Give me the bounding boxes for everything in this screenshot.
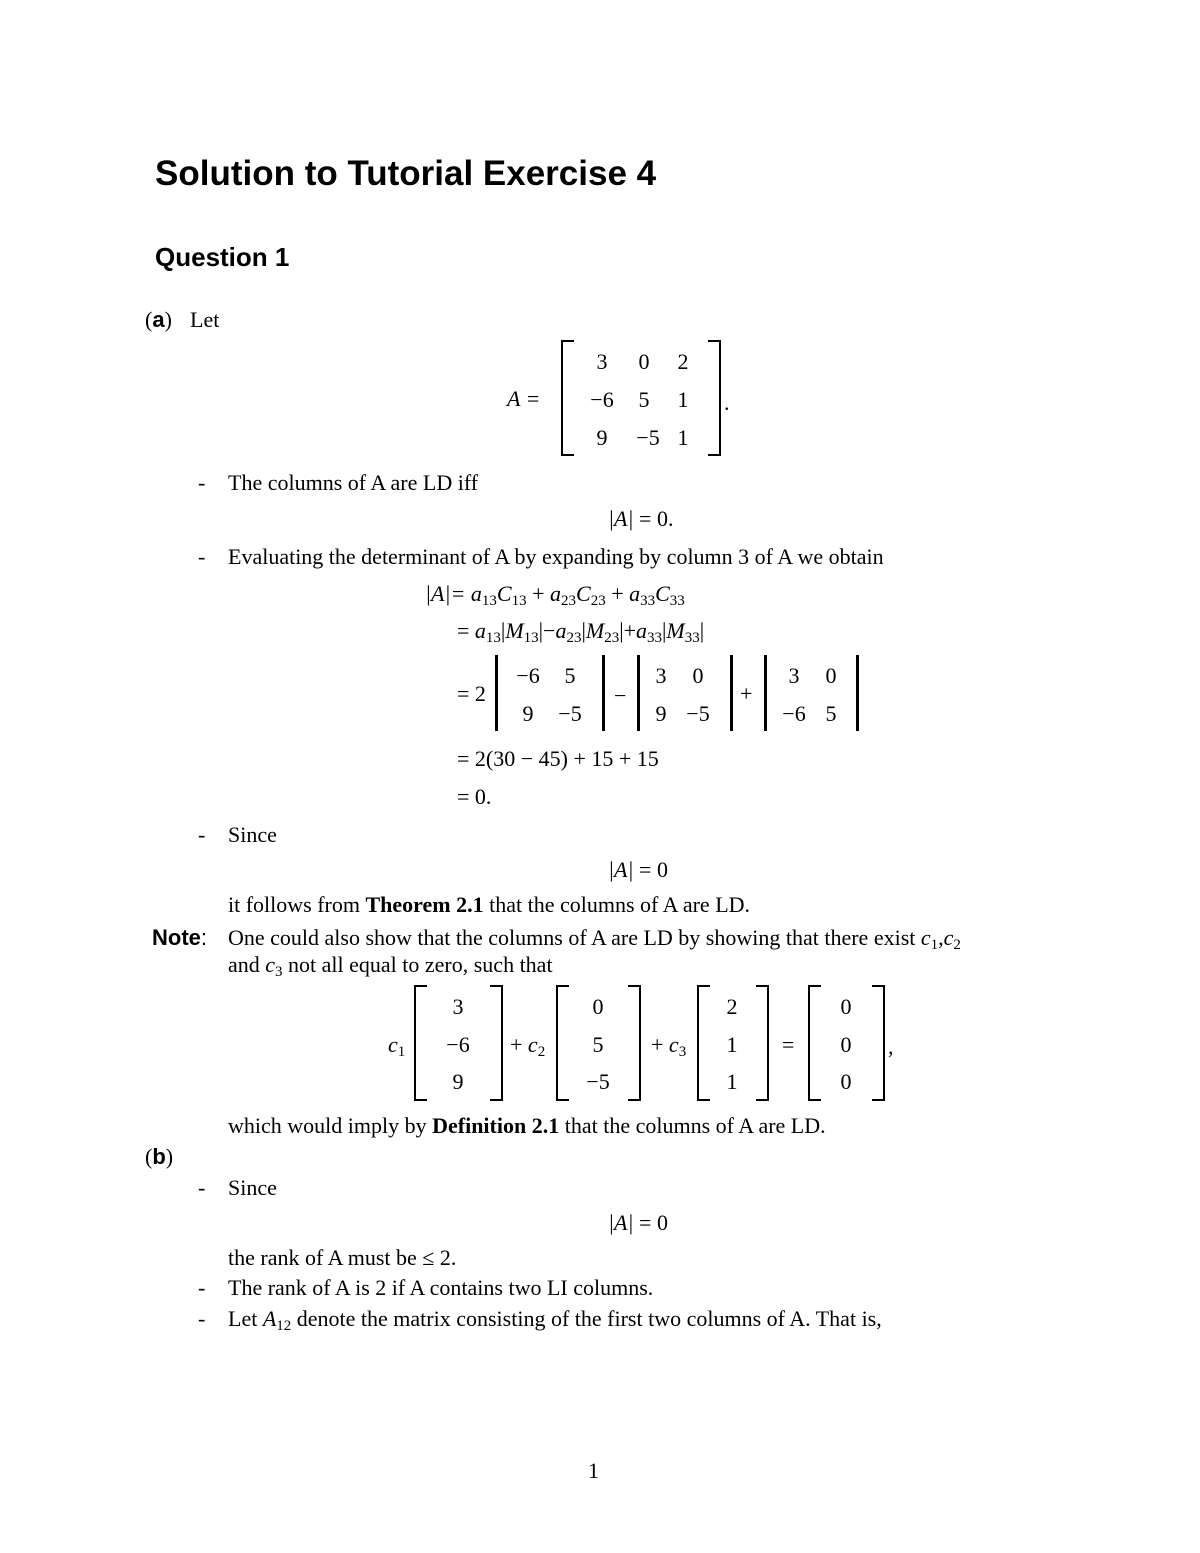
vector-cell: 0 [840, 994, 852, 1019]
var-c: c [668, 1032, 679, 1057]
det-cell: −6 [782, 701, 806, 726]
eq-rhs: = 0 [639, 1210, 668, 1235]
text: that the columns of A are LD. [559, 1113, 826, 1138]
det-a: |A| [608, 1210, 634, 1235]
vector-left-bracket [414, 985, 427, 1101]
text: One could also show that the columns of A are LD by showing that there exist [228, 925, 921, 950]
sub: 13 [511, 593, 527, 609]
trailing-comma: , [888, 1034, 894, 1059]
det-cell: 3 [788, 663, 800, 688]
det-cell: −5 [686, 701, 710, 726]
term-a: a [470, 581, 482, 606]
imply-definition [228, 1115, 826, 1137]
term-a: a [629, 581, 641, 606]
det-bar [764, 655, 767, 731]
page-title: Solution to Tutorial Exercise 4 [155, 154, 657, 193]
vector-cell: −6 [446, 1032, 470, 1057]
vector-right-bracket [490, 985, 503, 1101]
b-bullet-let-a12 [228, 1306, 882, 1334]
bullet-dash: - [198, 544, 206, 569]
text: and [228, 952, 266, 977]
sub: 3 [275, 964, 283, 980]
sub: 3 [678, 1044, 687, 1060]
text: not all equal to zero, such that [282, 952, 553, 977]
term-c: C [496, 581, 512, 606]
sub: 23 [604, 630, 620, 646]
sub: 2 [953, 937, 961, 953]
sub: 13 [481, 593, 497, 609]
vector-right-bracket [872, 985, 885, 1101]
vector-cell: 9 [452, 1069, 464, 1094]
matrix-a-period: . [724, 390, 730, 415]
sub: 23 [561, 593, 576, 609]
det-bar [602, 655, 605, 731]
det-cell: 3 [655, 663, 667, 688]
expansion-line-1: $|A|= a_{13}C_{13} + a_{23}C_{23} + a_{33}C_{33}$ [425, 581, 685, 609]
term-c: C [576, 581, 591, 606]
paren-close: ) [164, 307, 172, 332]
matrix-cell: 5 [638, 387, 650, 412]
det-bar [856, 655, 859, 731]
bullet-since: Since [228, 822, 277, 847]
var-c: c [943, 925, 954, 950]
vector-cell: 3 [452, 994, 464, 1019]
note-label [152, 927, 207, 949]
equals-two: = 2 [457, 681, 486, 706]
theorem-ref: Theorem 2.1 [365, 892, 484, 917]
det-a: |A| [608, 857, 634, 882]
vector-left-bracket [556, 985, 569, 1101]
vector-right-bracket [756, 985, 769, 1101]
text: it follows from [228, 892, 366, 917]
matrix-cell: 3 [596, 349, 608, 374]
det-bar [495, 655, 498, 731]
plus-c2 [510, 1032, 546, 1060]
vector-right-bracket [628, 985, 641, 1101]
det-cell: 5 [564, 663, 576, 688]
text: Let [228, 1306, 263, 1331]
det-cell: 0 [692, 663, 704, 688]
vector-cell: −5 [586, 1069, 610, 1094]
term-m: M [505, 618, 524, 643]
vector-cell: 5 [592, 1032, 604, 1057]
note-line-1 [228, 925, 961, 953]
det-cell: 9 [522, 701, 534, 726]
det-cell: 0 [825, 663, 837, 688]
var-c: c [920, 925, 931, 950]
text: denote the matrix consisting of the first two columns of A. That is, [291, 1306, 882, 1331]
matrix-cell: 0 [638, 349, 650, 374]
vector-cell: 1 [726, 1069, 738, 1094]
paren-open: ( [145, 307, 153, 332]
sub: 33 [669, 593, 685, 609]
text: that the columns of A are LD. [483, 892, 751, 917]
bullet-evaluating: Evaluating the determinant of A by expanding by column 3 of A we obtain [228, 544, 884, 569]
comma: , [938, 925, 944, 950]
term-a: a [636, 618, 648, 643]
det-cell: −5 [558, 701, 582, 726]
sub: 23 [590, 593, 606, 609]
term-c: C [655, 581, 670, 606]
bullet-dash: - [198, 1275, 206, 1300]
term-a: a [474, 618, 486, 643]
eq-det-a-zero [608, 1212, 668, 1234]
sub: 33 [684, 630, 700, 646]
coef-c1 [388, 1032, 406, 1060]
expansion-line-4: = 2(30 − 45) + 15 + 15 [457, 746, 659, 771]
paren-close: ) [165, 1144, 174, 1169]
page-number: 1 [588, 1458, 599, 1483]
part-a-label [145, 309, 172, 331]
vector-cell: 0 [840, 1032, 852, 1057]
eq-rhs: = 0. [639, 506, 674, 531]
rank-bound: the rank of A must be ≤ 2. [228, 1245, 457, 1270]
matrix-a-left-bracket [561, 340, 574, 456]
sub: 33 [647, 630, 663, 646]
plus: + [510, 1032, 523, 1057]
expansion-line-5: = 0. [457, 784, 492, 809]
plus-sign: + [740, 681, 753, 706]
vector-left-bracket [697, 985, 710, 1101]
equals-sign: = [782, 1032, 795, 1057]
sub: 23 [566, 630, 582, 646]
plus-c3 [651, 1032, 687, 1060]
part-b-label [145, 1146, 173, 1168]
matrix-cell: 2 [677, 349, 689, 374]
note-word: Note [152, 925, 201, 950]
sub: 12 [276, 1318, 292, 1334]
matrix-cell: −6 [590, 387, 614, 412]
matrix-cell: 1 [677, 387, 689, 412]
bullet-columns-ld-iff: The columns of A are LD iff [228, 470, 479, 495]
sub: 1 [930, 937, 939, 953]
matrix-cell: 1 [677, 425, 689, 450]
plus: + [651, 1032, 664, 1057]
term-m: M [585, 618, 605, 643]
part-b-letter: b [152, 1144, 166, 1169]
minus-sign: − [614, 683, 627, 708]
eq-rhs: = 0 [639, 857, 668, 882]
det-bar [730, 655, 733, 731]
det-cell: 9 [655, 701, 667, 726]
det-cell: 5 [825, 701, 837, 726]
b-bullet-since: Since [228, 1175, 277, 1200]
term-a: a [550, 581, 561, 606]
matrix-a-right-bracket [708, 340, 721, 456]
text: which would imply by [228, 1113, 433, 1138]
var-a: A [262, 1306, 277, 1331]
vector-cell: 2 [726, 994, 738, 1019]
part-a-text: Let [190, 307, 220, 332]
b-bullet-rank-two: The rank of A is 2 if A contains two LI columns. [228, 1275, 654, 1300]
var-c: c [388, 1032, 398, 1057]
colon: : [200, 925, 208, 950]
var-c: c [527, 1032, 538, 1057]
bullet-dash: - [198, 822, 206, 847]
follows-theorem [228, 894, 750, 916]
part-a-letter: a [152, 307, 165, 332]
det-cell: −6 [516, 663, 540, 688]
det-a: |A| [608, 506, 634, 531]
vector-cell: 1 [726, 1032, 738, 1057]
term-m: M [666, 618, 685, 643]
note-line-2 [228, 952, 553, 980]
bullet-dash: - [198, 1306, 206, 1331]
bullet-dash: - [198, 1175, 206, 1200]
matrix-cell: 9 [596, 425, 608, 450]
paren-open: ( [145, 1144, 153, 1169]
vector-cell: 0 [592, 994, 604, 1019]
matrix-a-lhs: A = [507, 386, 541, 411]
term-a: a [555, 618, 567, 643]
expansion-line-2: = $a_{13}|M_{13}|-a_{23}|M_{23}|+a_{33}|M_{33}|$ [457, 618, 705, 646]
definition-ref: Definition 2.1 [432, 1113, 560, 1138]
eq-det-a-zero [608, 859, 668, 881]
vector-left-bracket [808, 985, 821, 1101]
sub: 13 [485, 630, 501, 646]
matrix-cell: −5 [636, 425, 660, 450]
sub: 13 [523, 630, 539, 646]
vector-cell: 0 [840, 1069, 852, 1094]
question-heading: Question 1 [155, 242, 290, 272]
bullet-dash: - [198, 470, 206, 495]
eq-det-a-zero [608, 508, 673, 530]
var-c: c [265, 952, 276, 977]
sub: 33 [640, 593, 656, 609]
sub: 1 [397, 1044, 406, 1060]
equals: = [457, 618, 470, 643]
det-a-lhs: |A|= [425, 581, 466, 606]
sub: 2 [537, 1044, 546, 1060]
